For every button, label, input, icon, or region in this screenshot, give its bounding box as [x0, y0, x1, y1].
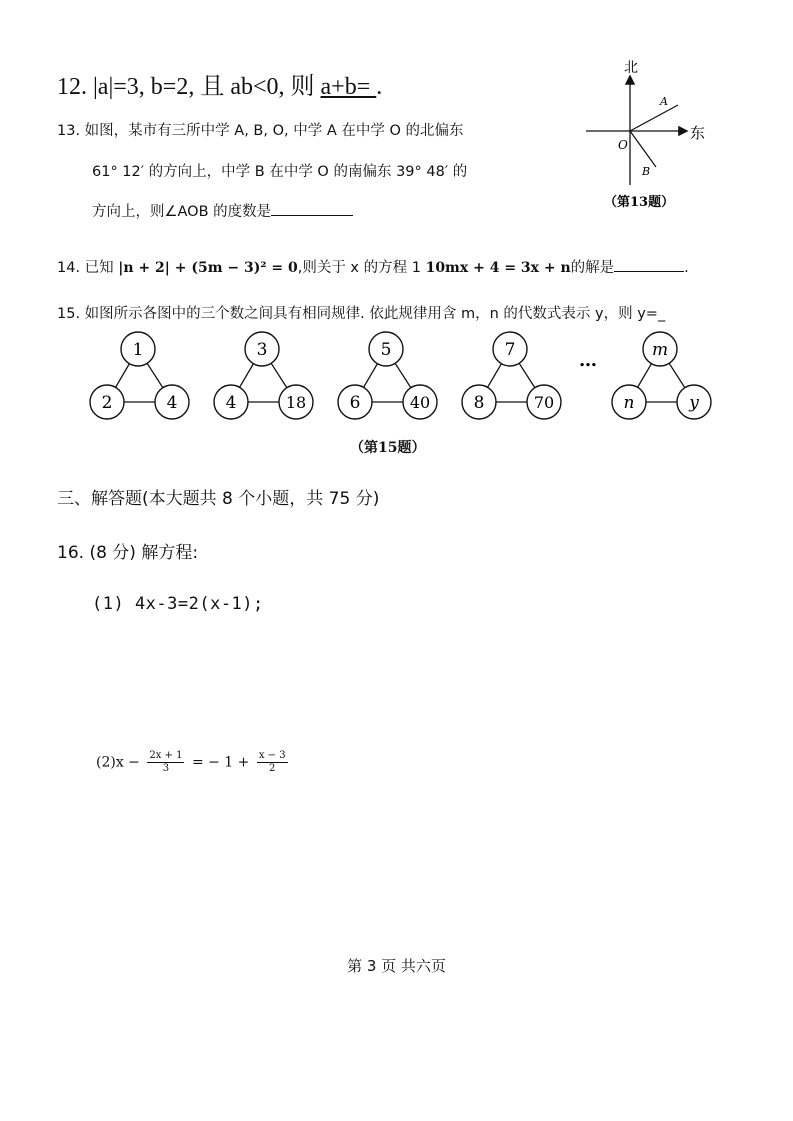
- triangle-node-top-value: m: [651, 340, 669, 360]
- fraction-2-denominator: 2: [269, 763, 276, 774]
- number-triangle: [462, 332, 561, 419]
- triangle-node-top-value: 1: [132, 340, 144, 360]
- north-label: 北: [624, 60, 638, 76]
- number-triangle: [612, 332, 711, 419]
- question-13-line-3: [92, 200, 353, 221]
- fraction-2: [257, 750, 288, 775]
- triangle-edge: [364, 364, 378, 388]
- triangle-node-right-value: 18: [285, 393, 307, 412]
- ray-oa: [630, 105, 678, 131]
- triangle-edge: [638, 364, 652, 388]
- question-12-text: 12. |a|=3, b=2, 且 ab<0, 则: [57, 74, 321, 100]
- triangle-node-top-value: 7: [504, 340, 516, 360]
- point-o-label: O: [618, 138, 628, 152]
- question-14-equation: 10mx + 4 = 3x + n: [425, 260, 571, 276]
- part-2-middle: = − 1 +: [191, 754, 250, 771]
- question-16-part-2: [96, 750, 291, 775]
- point-b-label: B: [642, 165, 651, 178]
- triangle-node-top-value: 3: [256, 340, 268, 360]
- question-12-answer: a+b=: [320, 74, 377, 100]
- triangle-node-left-value: 4: [225, 393, 237, 413]
- east-label: 东: [690, 124, 706, 142]
- figure-13-caption: （第13题）: [604, 195, 675, 210]
- part-2-label: (2)x −: [96, 754, 140, 771]
- number-triangle: [214, 332, 313, 419]
- fraction-1: [147, 750, 184, 775]
- triangle-edge: [147, 363, 163, 387]
- fraction-1-numerator: 2x + 1: [149, 750, 183, 761]
- triangle-node-right-value: 4: [166, 393, 178, 413]
- triangle-node-right-value: 70: [533, 393, 555, 412]
- question-14-middle: ,则关于 x 的方程 1: [297, 260, 421, 276]
- question-12-end: .: [376, 74, 383, 100]
- point-a-label: A: [660, 95, 668, 108]
- question-14-answer-blank: [614, 257, 684, 272]
- page-footer: 第 3 页 共六页: [347, 957, 446, 975]
- question-16-part-1: (1) 4x-3=2(x-1);: [92, 594, 264, 614]
- triangle-node-right-value: 40: [409, 393, 431, 412]
- question-14-prefix: 14. 已知: [57, 260, 114, 276]
- question-13-answer-blank: [271, 201, 353, 216]
- question-14-suffix: 的解是: [570, 260, 615, 276]
- triangle-node-left-value: 6: [349, 393, 361, 413]
- question-12: [57, 66, 382, 101]
- triangle-edge: [271, 363, 287, 387]
- triangle-node-left-value: 8: [473, 393, 485, 413]
- number-triangle: [90, 332, 189, 419]
- triangle-edge: [240, 364, 254, 388]
- triangle-node-right-value: y: [689, 393, 699, 413]
- question-16-title: 16. (8 分) 解方程:: [57, 543, 199, 563]
- triangle-edge: [488, 364, 502, 388]
- number-triangle: [338, 332, 437, 419]
- question-13-line-1: 13. 如图，某市有三所中学 A, B, O, 中学 A 在中学 O 的北偏东: [57, 123, 464, 139]
- question-13-line-3-text: 方向上，则∠AOB 的度数是: [92, 204, 272, 220]
- fraction-1-denominator: 3: [162, 763, 170, 774]
- ray-ob: [630, 131, 656, 167]
- triangle-node-top-value: 5: [380, 340, 392, 360]
- triangle-edge: [116, 364, 130, 388]
- figure-15-caption: （第15题）: [350, 440, 426, 456]
- question-13-line-2: 61° 12′ 的方向上，中学 B 在中学 O 的南偏东 39° 48′ 的: [92, 164, 468, 180]
- question-14: [57, 256, 689, 277]
- question-14-end: .: [684, 260, 689, 276]
- ellipsis-mark: …: [579, 350, 597, 371]
- triangle-edge: [519, 363, 535, 387]
- question-14-condition: |n + 2| + (5m − 3)² = 0: [118, 260, 298, 276]
- figure-13-compass: [578, 55, 718, 215]
- figure-15-triangles: [80, 328, 720, 428]
- triangle-node-left-value: n: [623, 393, 635, 413]
- question-15-text: 15. 如图所示各图中的三个数之间具有相同规律. 依此规律用含 m，n 的代数式表示 y，则 y=_: [57, 306, 666, 322]
- triangle-edge: [395, 363, 411, 387]
- section-3-heading: 三、解答题(本大题共 8 个小题，共 75 分): [57, 489, 380, 509]
- fraction-2-numerator: x − 3: [258, 750, 286, 761]
- triangle-edge: [669, 363, 685, 387]
- triangle-node-left-value: 2: [101, 393, 113, 413]
